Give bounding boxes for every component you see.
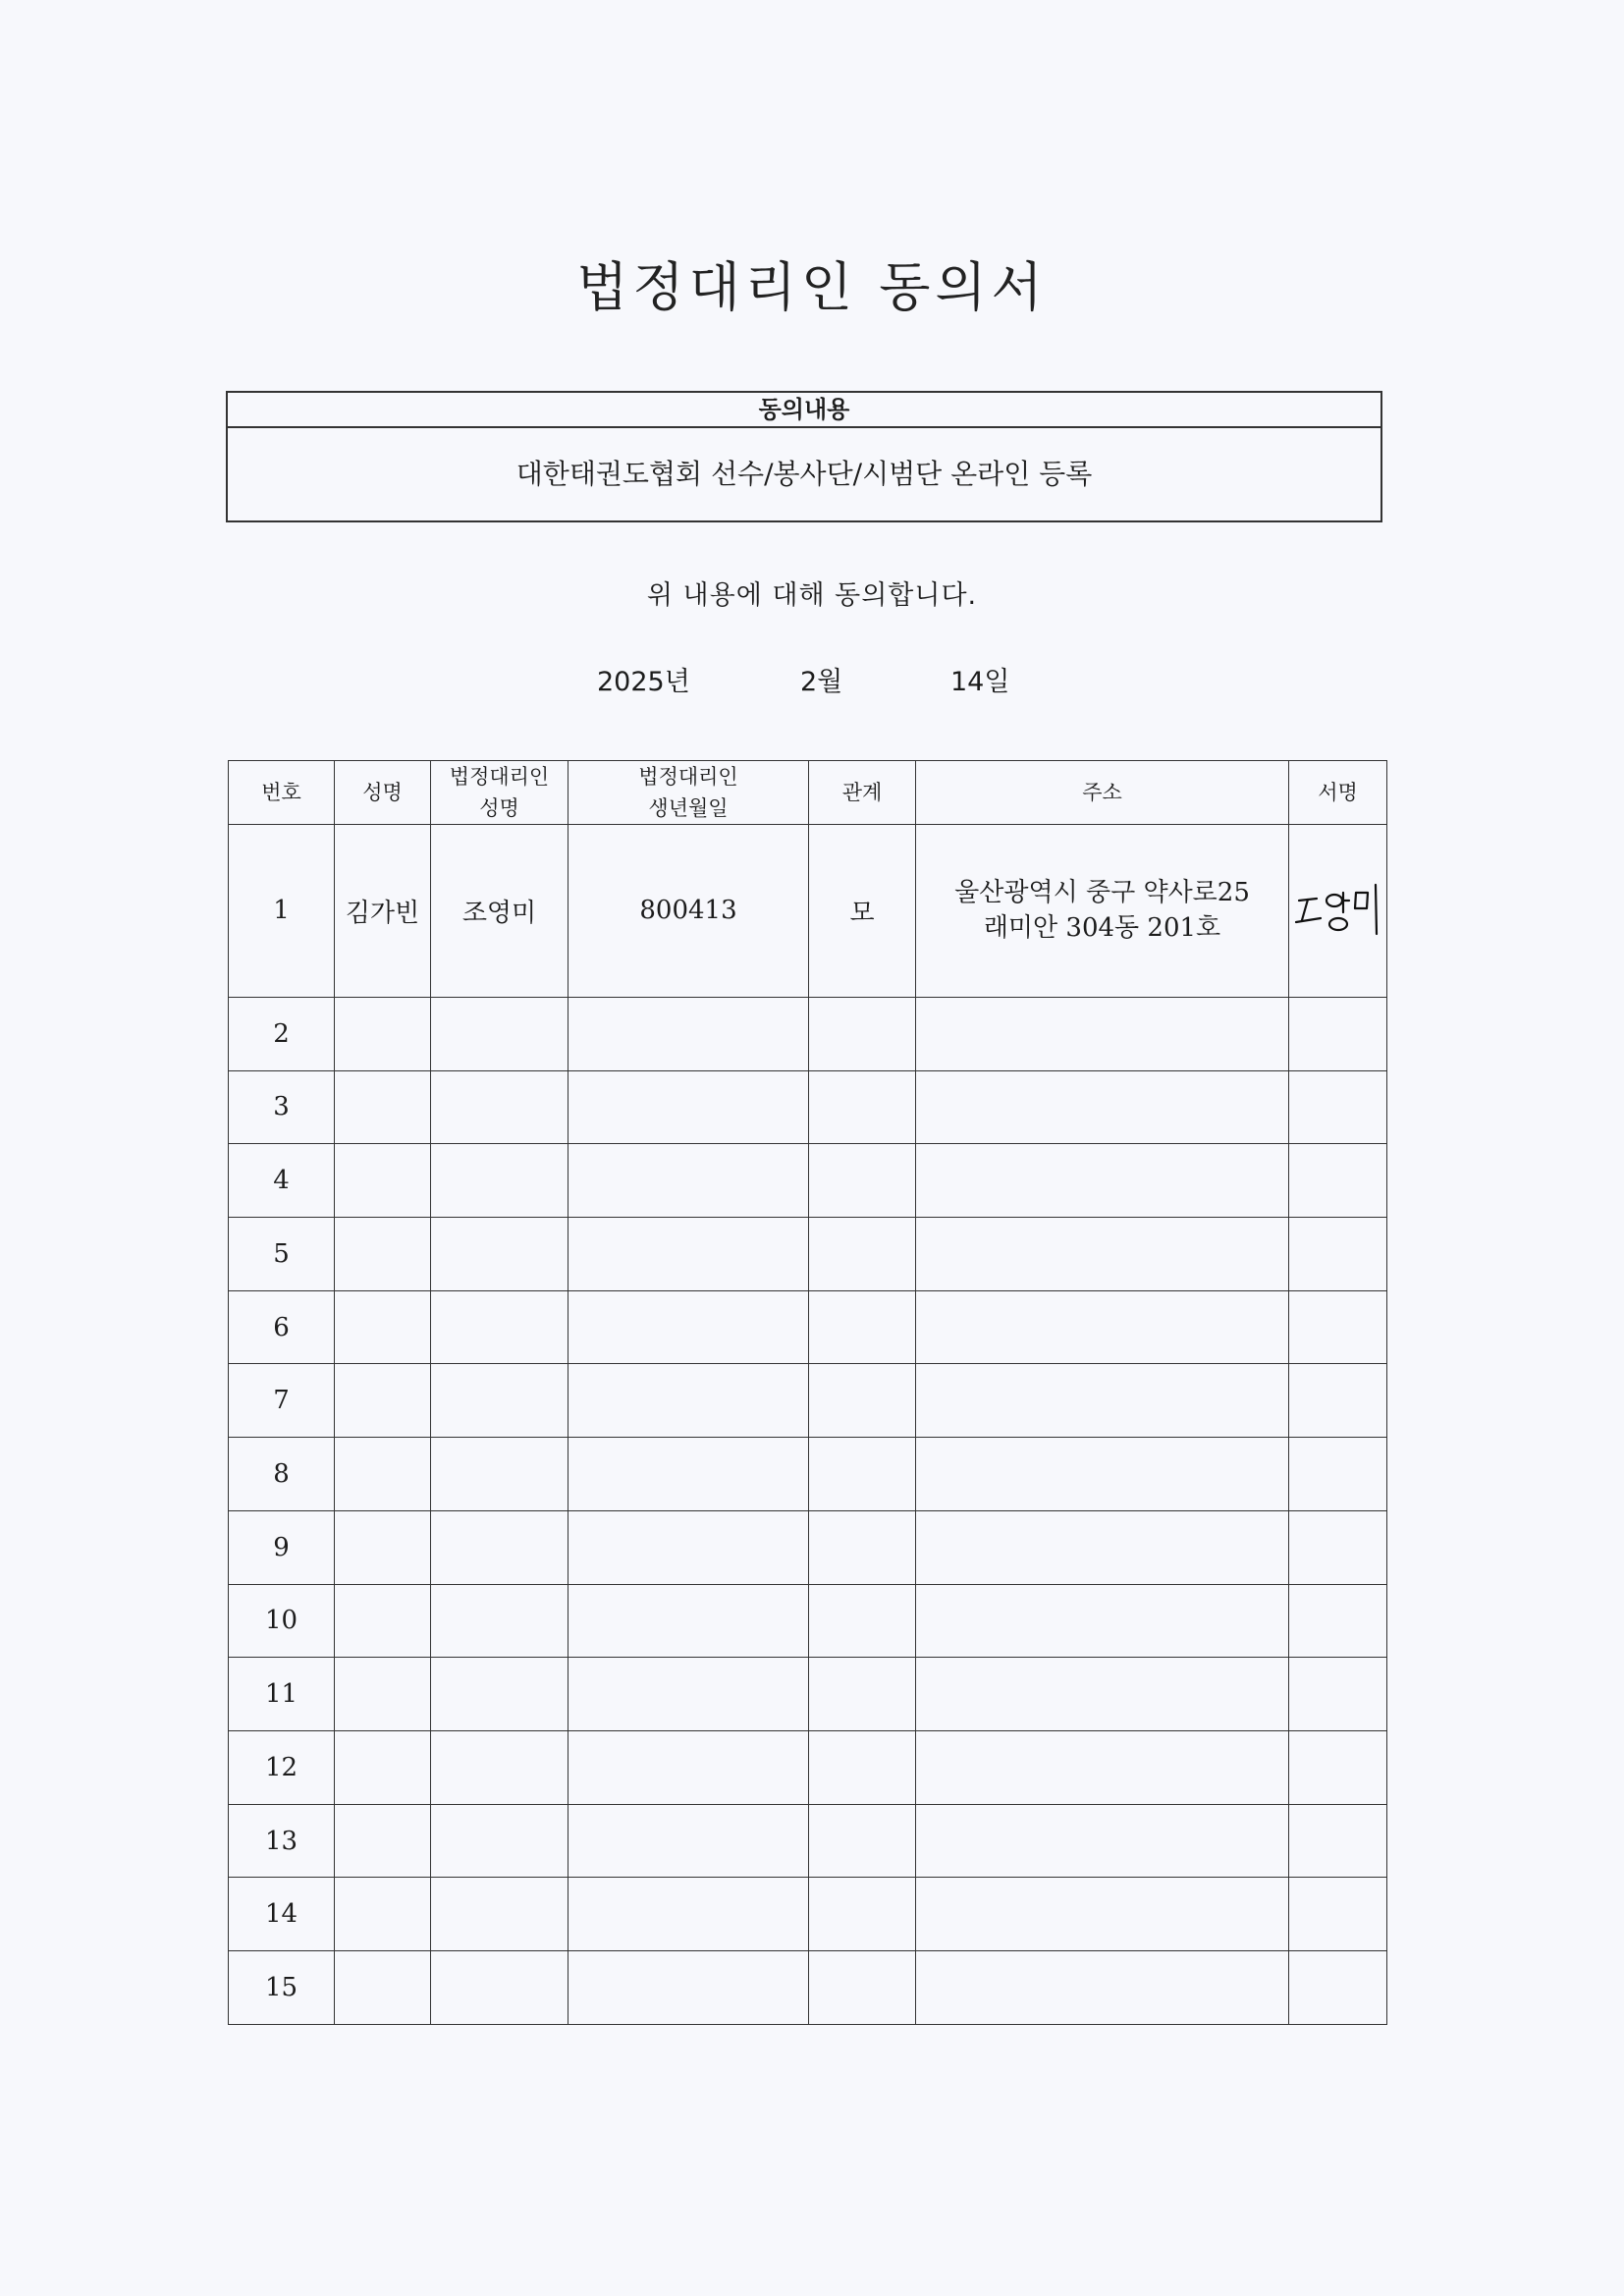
header-address: 주소 (916, 761, 1289, 825)
cell-name (335, 1144, 431, 1218)
cell-address (916, 1218, 1289, 1291)
registration-table (228, 760, 1387, 2025)
header-relation: 관계 (809, 761, 916, 825)
cell-guardian-name (431, 1730, 568, 1804)
cell-signature (1289, 997, 1387, 1070)
cell-signature (1289, 1878, 1387, 1951)
cell-relation (809, 1438, 916, 1511)
cell-no: 1 (229, 825, 335, 998)
cell-no: 14 (229, 1878, 335, 1951)
cell-guardian-name (431, 1584, 568, 1658)
cell-address (916, 997, 1289, 1070)
cell-guardian-birth: 800413 (568, 825, 809, 998)
table-row (229, 1658, 1387, 1731)
cell-signature (1289, 1218, 1387, 1291)
cell-guardian-name (431, 1438, 568, 1511)
cell-address (916, 1584, 1289, 1658)
table-row (229, 1510, 1387, 1584)
cell-relation (809, 1804, 916, 1878)
cell-guardian-name (431, 1070, 568, 1144)
handwritten-signature (1293, 879, 1383, 942)
cell-no: 15 (229, 1951, 335, 2025)
header-guardian-birth (568, 761, 809, 825)
cell-no: 5 (229, 1218, 335, 1291)
cell-no: 13 (229, 1804, 335, 1878)
table-row (229, 1804, 1387, 1878)
date-day: 14일 (950, 667, 1010, 697)
cell-address (916, 1438, 1289, 1511)
header-name: 성명 (335, 761, 431, 825)
cell-name (335, 1438, 431, 1511)
cell-name (335, 1364, 431, 1438)
address-line: 울산광역시 중구 약사로25 (954, 878, 1250, 908)
table-row (229, 1951, 1387, 2025)
cell-guardian-name (431, 1144, 568, 1218)
table-body (229, 825, 1387, 2025)
cell-guardian-birth (568, 1218, 809, 1291)
table-row (229, 1144, 1387, 1218)
cell-no: 4 (229, 1144, 335, 1218)
cell-address (916, 1878, 1289, 1951)
cell-no: 6 (229, 1290, 335, 1364)
cell-relation (809, 1144, 916, 1218)
cell-relation (809, 1290, 916, 1364)
cell-name: 김가빈 (335, 825, 431, 998)
cell-guardian-birth (568, 1658, 809, 1731)
cell-address (916, 1364, 1289, 1438)
cell-no: 10 (229, 1584, 335, 1658)
header-signature: 서명 (1289, 761, 1387, 825)
cell-signature (1289, 1510, 1387, 1584)
cell-address (916, 1730, 1289, 1804)
header-guardian-name (431, 761, 568, 825)
date-year: 2025년 (597, 667, 690, 697)
cell-signature (1289, 1951, 1387, 2025)
cell-guardian-birth (568, 1584, 809, 1658)
cell-relation (809, 1218, 916, 1291)
cell-no: 9 (229, 1510, 335, 1584)
cell-address (916, 825, 1289, 998)
cell-guardian-birth (568, 1290, 809, 1364)
cell-relation (809, 1584, 916, 1658)
cell-address (916, 1804, 1289, 1878)
cell-guardian-birth (568, 997, 809, 1070)
cell-address (916, 1070, 1289, 1144)
consent-box (226, 391, 1382, 522)
cell-signature (1289, 1364, 1387, 1438)
cell-signature (1289, 1804, 1387, 1878)
cell-guardian-birth (568, 1364, 809, 1438)
table-row (229, 1218, 1387, 1291)
cell-guardian-birth (568, 1804, 809, 1878)
cell-no: 3 (229, 1070, 335, 1144)
cell-guardian-name (431, 1804, 568, 1878)
cell-relation (809, 997, 916, 1070)
cell-relation (809, 1878, 916, 1951)
cell-name (335, 1804, 431, 1878)
header-guardian-name-line2: 성명 (479, 796, 519, 820)
cell-signature (1289, 1658, 1387, 1731)
cell-guardian-name (431, 1951, 568, 2025)
cell-name (335, 1951, 431, 2025)
cell-guardian-name (431, 1218, 568, 1291)
cell-name (335, 1070, 431, 1144)
cell-signature (1289, 1730, 1387, 1804)
cell-signature (1289, 1438, 1387, 1511)
cell-guardian-birth (568, 1070, 809, 1144)
header-guardian-birth-line2: 생년월일 (648, 796, 729, 820)
cell-guardian-name: 조영미 (431, 825, 568, 998)
cell-address (916, 1290, 1289, 1364)
cell-name (335, 1290, 431, 1364)
cell-guardian-name (431, 997, 568, 1070)
cell-name (335, 1658, 431, 1731)
table-row (229, 1878, 1387, 1951)
cell-address (916, 1951, 1289, 2025)
cell-address (916, 1144, 1289, 1218)
address-line: 래미안 304동 201호 (983, 913, 1221, 944)
cell-name (335, 1584, 431, 1658)
cell-guardian-birth (568, 1730, 809, 1804)
cell-signature (1289, 1584, 1387, 1658)
signature-cell (1289, 825, 1387, 998)
cell-guardian-birth (568, 1510, 809, 1584)
table-row (229, 1730, 1387, 1804)
cell-guardian-name (431, 1658, 568, 1731)
cell-relation: 모 (809, 825, 916, 998)
table-row (229, 1070, 1387, 1144)
cell-name (335, 997, 431, 1070)
cell-guardian-birth (568, 1951, 809, 2025)
cell-relation (809, 1730, 916, 1804)
cell-no: 11 (229, 1658, 335, 1731)
table-row (229, 997, 1387, 1070)
cell-guardian-name (431, 1878, 568, 1951)
date-month: 2월 (800, 667, 843, 697)
cell-name (335, 1730, 431, 1804)
cell-no: 2 (229, 997, 335, 1070)
table-row (229, 1584, 1387, 1658)
table-row (229, 1364, 1387, 1438)
cell-guardian-name (431, 1510, 568, 1584)
cell-address (916, 1658, 1289, 1731)
cell-guardian-name (431, 1290, 568, 1364)
header-guardian-name-line1: 법정대리인 (449, 765, 550, 789)
cell-guardian-birth (568, 1438, 809, 1511)
consent-content: 대한태권도협회 선수/봉사단/시범단 온라인 등록 (515, 458, 1093, 490)
table-row (229, 825, 1387, 998)
cell-address (916, 1510, 1289, 1584)
cell-signature (1289, 1144, 1387, 1218)
cell-relation (809, 1070, 916, 1144)
agreement-statement: 위 내용에 대해 동의합니다. (646, 580, 978, 611)
table-row (229, 1290, 1387, 1364)
cell-name (335, 1510, 431, 1584)
cell-relation (809, 1364, 916, 1438)
header-guardian-birth-line1: 법정대리인 (638, 765, 738, 789)
table-row (229, 1438, 1387, 1511)
cell-relation (809, 1658, 916, 1731)
cell-no: 12 (229, 1730, 335, 1804)
consent-header: 동의내용 (228, 393, 1380, 428)
cell-signature (1289, 1290, 1387, 1364)
document-title: 법정대리인 동의서 (576, 256, 1048, 318)
cell-relation (809, 1951, 916, 2025)
header-no: 번호 (229, 761, 335, 825)
cell-no: 8 (229, 1438, 335, 1511)
cell-name (335, 1218, 431, 1291)
cell-guardian-birth (568, 1144, 809, 1218)
table-header-row (229, 761, 1387, 825)
cell-guardian-name (431, 1364, 568, 1438)
cell-no: 7 (229, 1364, 335, 1438)
cell-guardian-birth (568, 1878, 809, 1951)
cell-name (335, 1878, 431, 1951)
cell-signature (1289, 1070, 1387, 1144)
cell-relation (809, 1510, 916, 1584)
